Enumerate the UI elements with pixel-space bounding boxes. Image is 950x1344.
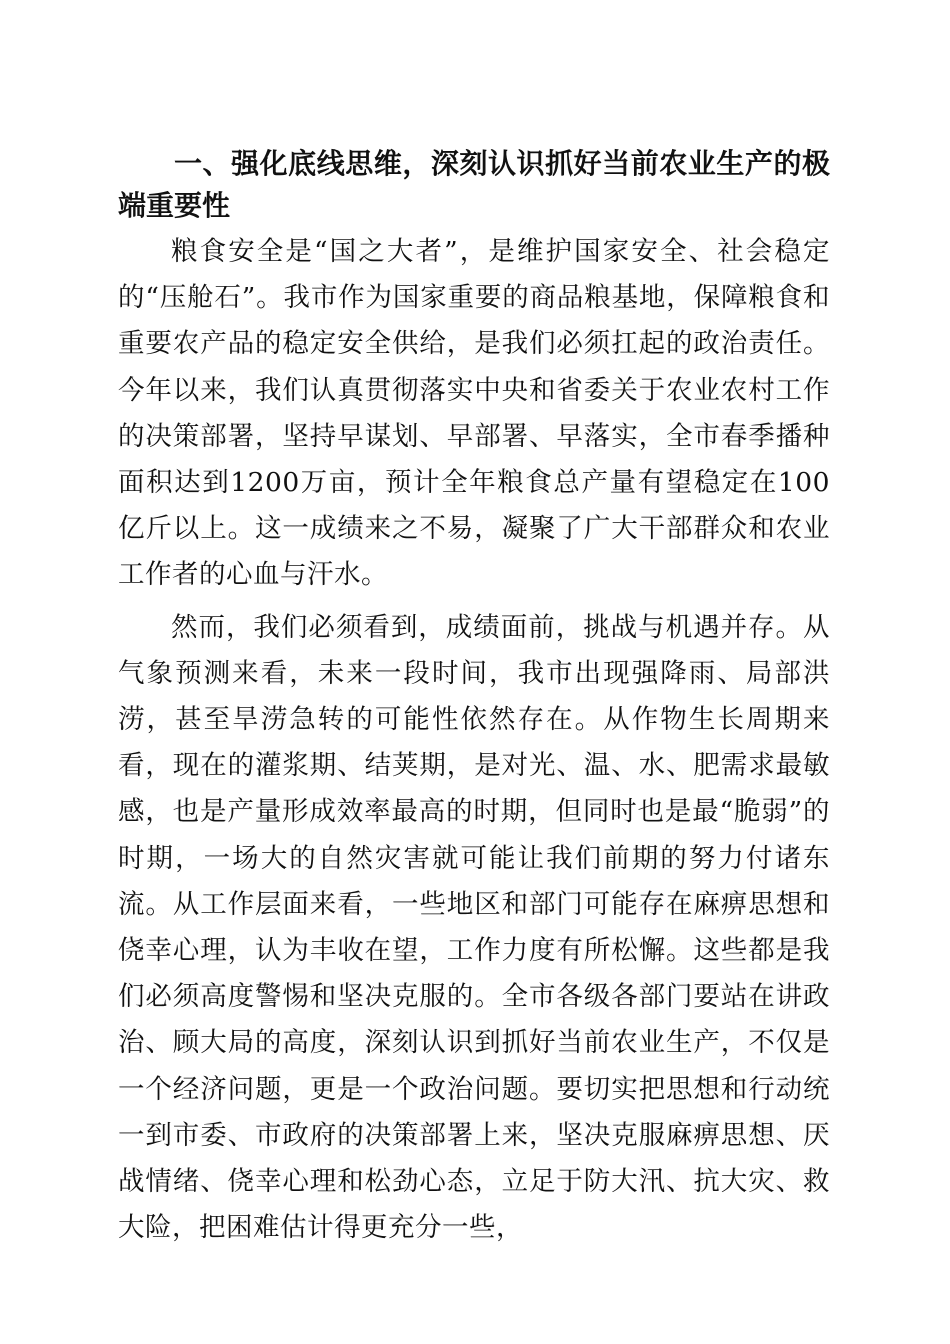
section-heading: 一、强化底线思维，深刻认识抓好当前农业生产的极端重要性 xyxy=(118,147,830,222)
body-paragraph-1: 粮食安全是“国之大者”，是维护国家安全、社会稳定的“压舱石”。我市作为国家重要的商品粮基地，保障粮食和重要农产品的稳定安全供给，是我们必须扛起的政治责任。今年以来，我们认真贯彻落实中央和省委关于农业农村工作的决策部署，坚持早谋划、早部署、早落实，全市春季播种面积达到1200万亩，预计全年粮食总产量有望稳定在100亿斤以上。这一成绩来之不易，凝聚了广大干部群众和农业工作者的心血与汗水。 xyxy=(118,236,830,591)
body-paragraph-2: 然而，我们必须看到，成绩面前，挑战与机遇并存。从气象预测来看，未来一段时间，我市出现强降雨、局部洪涝，甚至旱涝急转的可能性依然存在。从作物生长周期来看，现在的灌浆期、结荚期，是对光、温、水、肥需求最敏感，也是产量形成效率最高的时期，但同时也是最“脆弱”的时期，一场大的自然灾害就可能让我们前期的努力付诸东流。从工作层面来看，一些地区和部门可能存在麻痹思想和侥幸心理，认为丰收在望，工作力度有所松懈。这些都是我们必须高度警惕和坚决克服的。全市各级各部门要站在讲政治、顾大局的高度，深刻认识到抓好当前农业生产，不仅是一个经济问题，更是一个政治问题。要切实把思想和行动统一到市委、市政府的决策部署上来，坚决克服麻痹思想、厌战情绪、侥幸心理和松劲心态，立足于防大汛、抗大灾、救大险，把困难估计得更充分一些， xyxy=(118,611,830,1244)
document-page xyxy=(118,143,830,1251)
